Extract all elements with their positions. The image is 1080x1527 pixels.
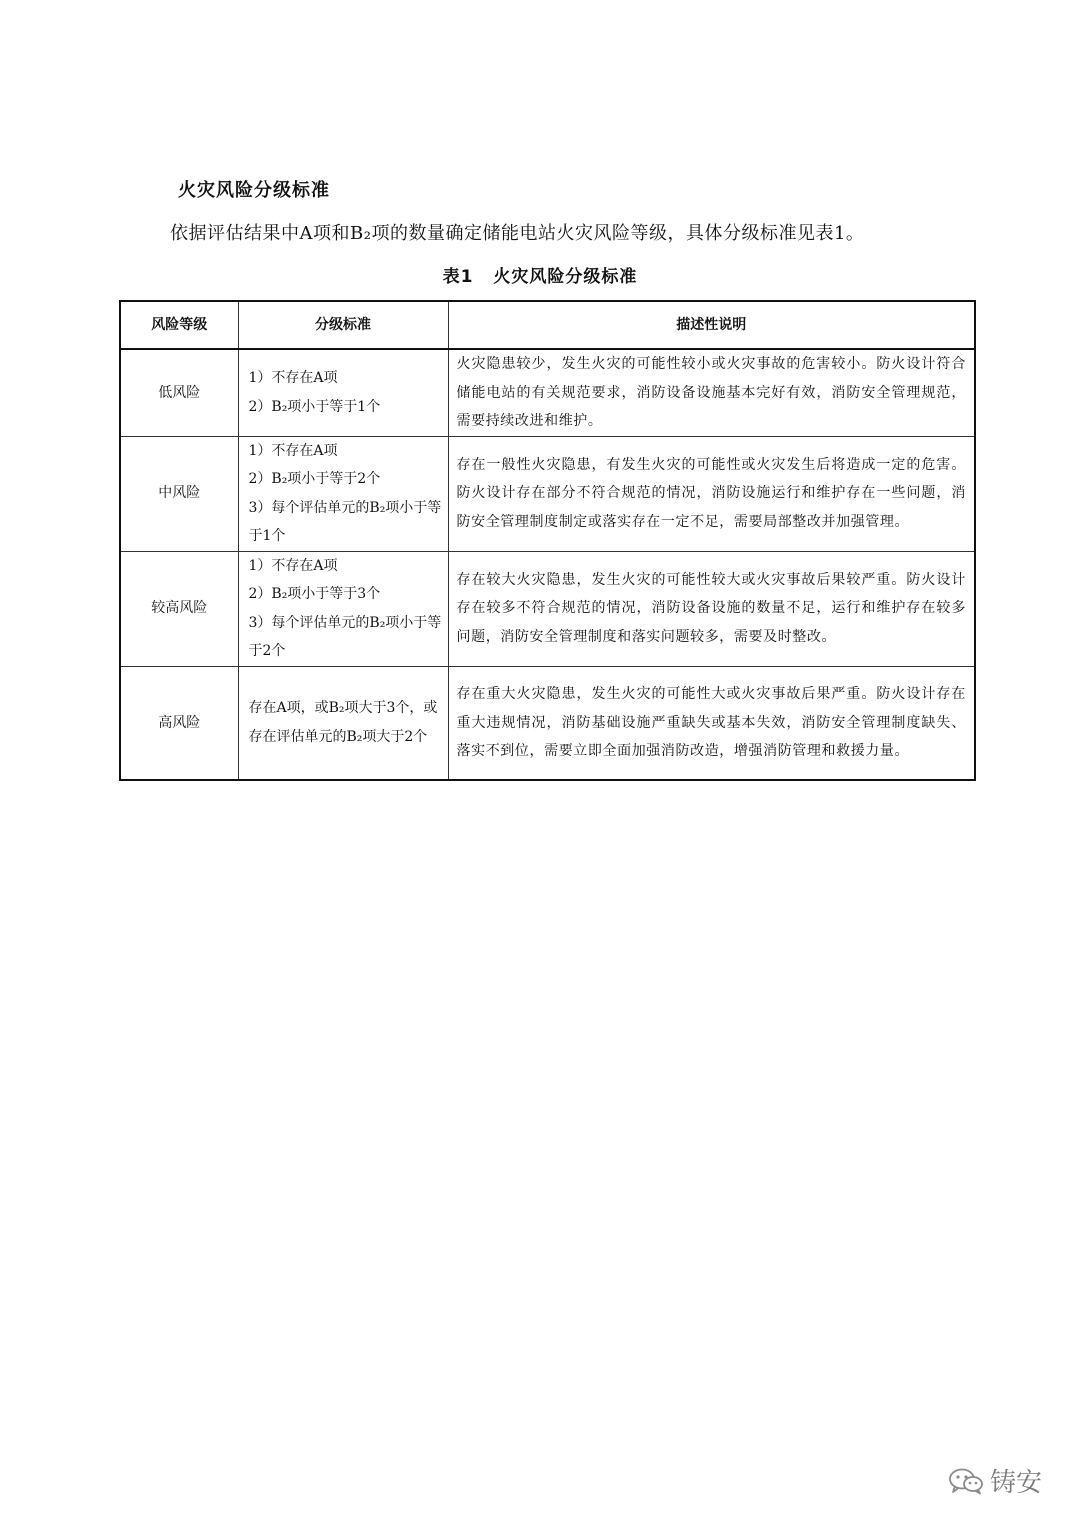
criteria-cell [238, 349, 448, 436]
criteria-cell [238, 551, 448, 666]
header-risk-level: 风险等级 [120, 301, 238, 349]
description-cell: 火灾隐患较少，发生火灾的可能性较小或火灾事故的危害较小。防火设计符合储能电站的有关规范要求，消防设备设施基本完好有效，消防安全管理规范，需要持续改进和维护。 [448, 349, 975, 436]
criteria-line: 2）B₂项小于等于1个 [248, 398, 381, 415]
section-heading: 火灾风险分级标准 [178, 180, 330, 201]
table-row [120, 349, 975, 436]
intro-paragraph: 依据评估结果中A项和B₂项的数量确定储能电站火灾风险等级，具体分级标准见表1。 [170, 223, 865, 244]
criteria-line: 1）不存在A项 [248, 442, 338, 459]
header-description: 描述性说明 [448, 301, 975, 349]
criteria-line: 1）不存在A项 [248, 370, 338, 387]
criteria-line: 1）不存在A项 [248, 557, 338, 574]
table-row [120, 436, 975, 551]
table-header-row [120, 301, 975, 349]
account-watermark [948, 1462, 1042, 1499]
table-caption-number: 表1 [442, 267, 474, 287]
criteria-line: 2）B₂项小于等于2个 [248, 471, 381, 487]
risk-level-cell: 高风险 [120, 666, 238, 780]
wechat-icon [948, 1467, 984, 1495]
table-row [120, 666, 975, 780]
risk-level-cell: 较高风险 [120, 551, 238, 666]
risk-level-cell: 中风险 [120, 436, 238, 551]
table-row [120, 551, 975, 666]
watermark-text: 铸安 [990, 1468, 1043, 1498]
description-cell: 存在较大火灾隐患，发生火灾的可能性较大或火灾事故后果较严重。防火设计存在较多不符合规范的情况，消防设备设施的数量不足，运行和维护存在较多问题，消防安全管理制度和落实问题较多，需要及时整改。 [448, 551, 975, 666]
criteria-cell [238, 436, 448, 551]
criteria-line: 2）B₂项小于等于3个 [248, 586, 381, 602]
description-cell: 存在一般性火灾隐患，有发生火灾的可能性或火灾发生后将造成一定的危害。防火设计存在部分不符合规范的情况，消防设施运行和维护存在一些问题，消防安全管理制度制定或落实存在一定不足，需要局部整改并加强管理。 [448, 436, 975, 551]
table-caption [0, 262, 1080, 287]
criteria-line: 3）每个评估单元的B₂项小于等于1个 [248, 499, 442, 544]
risk-level-cell: 低风险 [120, 349, 238, 436]
criteria-cell [238, 666, 448, 780]
criteria-line: 3）每个评估单元的B₂项小于等于2个 [248, 614, 442, 659]
header-criteria: 分级标准 [238, 301, 448, 349]
description-cell: 存在重大火灾隐患，发生火灾的可能性大或火灾事故后果严重。防火设计存在重大违规情况，消防基础设施严重缺失或基本失效，消防安全管理制度缺失、落实不到位，需要立即全面加强消防改造，增强消防管理和救援力量。 [448, 666, 975, 780]
table-caption-title: 火灾风险分级标准 [493, 267, 638, 287]
risk-grading-table [119, 300, 976, 781]
criteria-line: 存在A项，或B₂项大于3个，或存在评估单元的B₂项大于2个 [248, 700, 438, 745]
